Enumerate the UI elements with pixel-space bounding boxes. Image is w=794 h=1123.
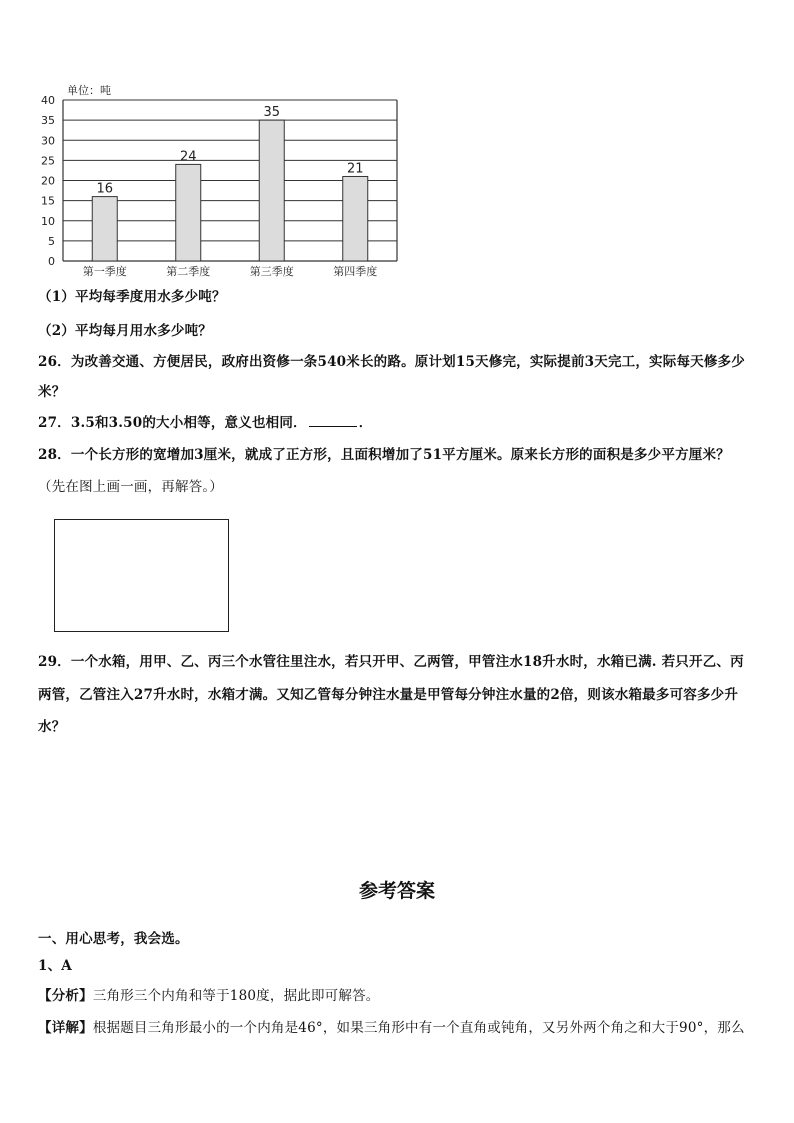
question-25-part-1: （1）平均每季度用水多少吨？ [38,289,226,305]
analysis-tag: 【分析】 [38,988,93,1004]
analysis-text: 三角形三个内角和等于180度，据此即可解答。 [92,988,380,1004]
answer-item-1: 1、A [38,958,72,974]
x-category-label-4: 第四季度 [333,265,378,278]
question-28-line-2: （先在图上画一画，再解答。） [38,479,224,495]
detail-tag: 【详解】 [38,1020,93,1036]
x-category-label-3: 第三季度 [249,265,294,278]
bar-value-label-3: 35 [263,105,281,121]
bar-chart-svg [30,80,410,290]
question-28-line-1: 28．一个长方形的宽增加3厘米，就成了正方形，且面积增加了51平方厘米。原来长方形的面积是多少平方厘米？ [38,447,730,463]
y-tick-label-10: 10 [41,214,55,228]
question-29-line-3: 水？ [38,719,66,735]
water-usage-bar-chart [30,80,410,290]
answer-section-1-heading: 一、用心思考，我会选。 [38,931,189,947]
unit-label: 单位：吨 [67,84,111,97]
bar-1 [92,197,117,261]
y-tick-label-5: 5 [48,234,55,248]
question-27 [38,413,372,433]
x-category-label-1: 第一季度 [82,265,127,278]
question-25-part-2: （2）平均每月用水多少吨？ [38,323,212,339]
question-27-text: 27．3.5和3.50的大小相等，意义也相同． [38,415,307,431]
y-tick-label-35: 35 [41,114,55,128]
detail-text: 根据题目三角形最小的一个内角是46°，如果三角形中有一个直角或钝角，又另外两个角之和大于90°，那么 [92,1020,745,1036]
y-tick-label-15: 15 [41,194,55,208]
answer-detail [38,1018,745,1038]
bar-value-label-2: 24 [179,149,197,165]
y-tick-label-20: 20 [41,174,55,188]
y-tick-label-40: 40 [41,94,55,107]
question-29-line-2: 两管，乙管注入27升水时，水箱才满。又知乙管每分钟注水量是甲管每分钟注水量的2倍，则该水箱最多可容多少升 [38,687,739,703]
question-26-line-1: 26．为改善交通、方便居民，政府出资修一条540米长的路。原计划15天修完，实际提前3天完工，实际每天修多少 [38,354,745,370]
bar-3 [259,120,284,261]
y-tick-label-30: 30 [41,134,55,148]
y-tick-label-0: 0 [48,255,55,268]
question-27-end: ． [358,415,373,431]
answer-key-title: 参考答案 [358,880,435,902]
question-26-line-2: 米？ [38,384,66,400]
bar-value-label-1: 16 [96,181,114,197]
answer-blank[interactable] [309,414,357,427]
question-29-line-1: 29．一个水箱，用甲、乙、丙三个水管往里注水，若只开甲、乙两管，甲管注水18升水时，水箱已满. 若只开乙、丙 [38,654,744,670]
bar-4 [343,176,368,261]
y-tick-label-25: 25 [41,154,55,168]
rectangle-drawing-area [54,519,229,632]
answer-analysis [38,986,379,1006]
bar-value-label-4: 21 [346,161,364,177]
bar-2 [176,164,201,261]
x-category-label-2: 第二季度 [166,265,211,278]
